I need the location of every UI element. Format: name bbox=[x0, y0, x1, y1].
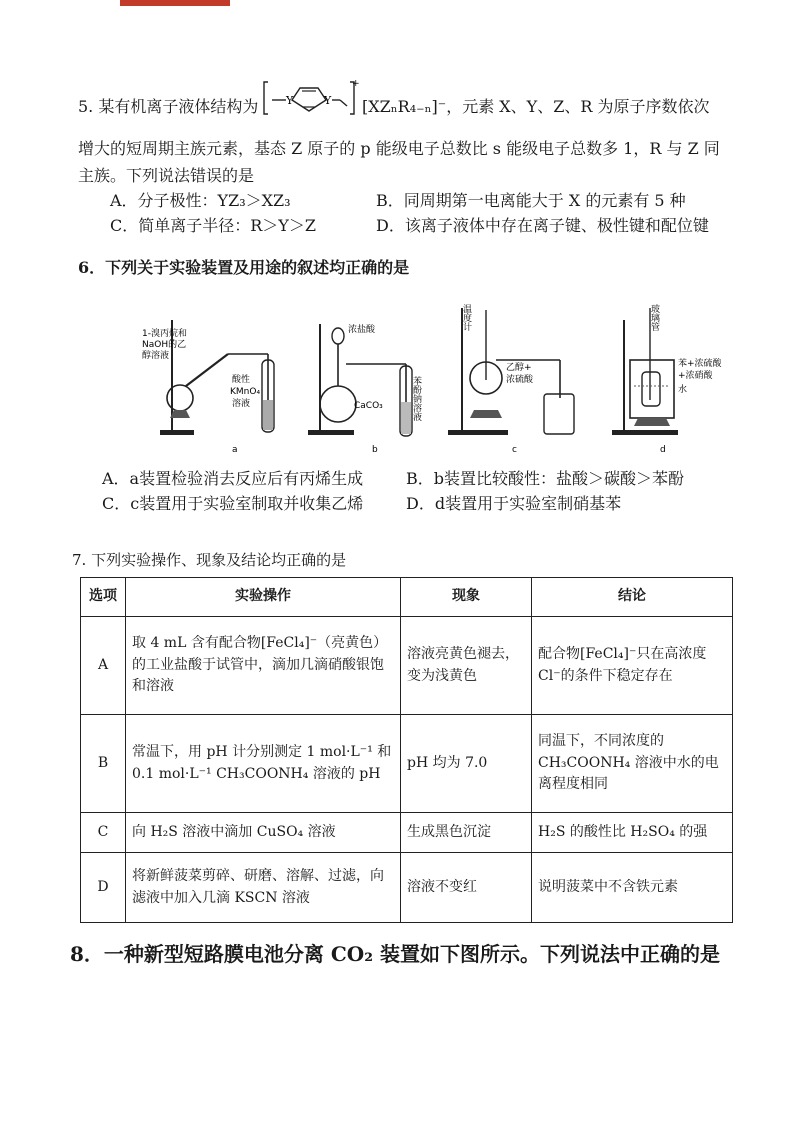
ion-charge: + bbox=[352, 79, 360, 89]
q6-stem: 6．下列关于实验装置及用途的叙述均正确的是 bbox=[78, 258, 410, 277]
q5-line3: 主族。下列说法错误的是 bbox=[78, 166, 255, 185]
label-b-caco3: CaCO₃ bbox=[354, 401, 383, 411]
row-b-phenomenon: pH 均为 7.0 bbox=[401, 715, 532, 813]
q7-header-operation: 实验操作 bbox=[126, 578, 401, 617]
label-d: d bbox=[660, 445, 666, 455]
q6-option-b: B．b装置比较酸性：盐酸＞碳酸＞苯酚 bbox=[406, 469, 685, 488]
row-c-phenomenon: 生成黑色沉淀 bbox=[401, 813, 532, 853]
label-d-tube: 玻璃管 bbox=[649, 304, 659, 331]
row-d-option: D bbox=[81, 853, 126, 923]
q7-header-row bbox=[81, 578, 733, 617]
q5-anion-text: [XZₙR₄₋ₙ]⁻，元素 X、Y、Z、R 为原子序数依次 bbox=[362, 97, 710, 116]
label-c-thermometer: 温度计 bbox=[461, 304, 471, 331]
label-b-acid: 浓盐酸 bbox=[348, 325, 376, 335]
label-d-mix-2: +浓硝酸 bbox=[678, 371, 713, 381]
label-d-water: 水 bbox=[678, 385, 688, 395]
q5-option-d: D．该离子液体中存在离子键、极性键和配位键 bbox=[376, 216, 709, 235]
row-b-option: B bbox=[81, 715, 126, 813]
ionic-liquid-cation-structure bbox=[262, 78, 360, 118]
q5-line1-prefix: 5. 某有机离子液体结构为 bbox=[78, 97, 259, 116]
table-row bbox=[81, 813, 733, 853]
apparatus-c bbox=[448, 304, 574, 455]
q6-option-a: A．a装置检验消去反应后有丙烯生成 bbox=[102, 469, 364, 488]
label-c: c bbox=[512, 445, 517, 455]
row-a-phenomenon: 溶液亮黄色褪去，变为浅黄色 bbox=[401, 617, 532, 715]
label-a-reagent-3: 醇溶液 bbox=[142, 351, 170, 361]
q7-header-conclusion: 结论 bbox=[532, 578, 733, 617]
q5-option-b: B．同周期第一电离能大于 X 的元素有 5 种 bbox=[376, 191, 686, 210]
apparatus-b bbox=[308, 323, 422, 455]
row-c-conclusion: H₂S 的酸性比 H₂SO₄ 的强 bbox=[532, 813, 733, 853]
q5-option-a: A．分子极性：YZ₃＞XZ₃ bbox=[110, 191, 291, 210]
label-a: a bbox=[232, 445, 238, 455]
row-d-phenomenon: 溶液不变红 bbox=[401, 853, 532, 923]
page-top-mark bbox=[120, 0, 230, 6]
apparatus-a bbox=[142, 320, 274, 455]
label-a-kmno4-3: 溶液 bbox=[232, 399, 251, 409]
table-row bbox=[81, 617, 733, 715]
q6-option-c: C．c装置用于实验室制取并收集乙烯 bbox=[102, 494, 364, 513]
label-a-reagent-2: NaOH的乙 bbox=[142, 340, 187, 350]
q7-stem: 7. 下列实验操作、现象及结论均正确的是 bbox=[72, 551, 347, 569]
row-a-conclusion: 配合物[FeCl₄]⁻只在高浓度 Cl⁻的条件下稳定存在 bbox=[532, 617, 733, 715]
row-d-operation: 将新鲜菠菜剪碎、研磨、溶解、过滤，向滤液中加入几滴 KSCN 溶液 bbox=[126, 853, 401, 923]
label-b: b bbox=[372, 445, 378, 455]
label-c-mix-1: 乙醇+ bbox=[506, 363, 532, 373]
q5-option-c: C．简单离子半径：R＞Y＞Z bbox=[110, 216, 316, 235]
label-a-reagent-1: 1-溴丙烷和 bbox=[142, 329, 187, 339]
label-a-kmno4-1: 酸性 bbox=[232, 375, 251, 385]
q6-option-d: D．d装置用于实验室制硝基苯 bbox=[406, 494, 622, 513]
row-b-conclusion: 同温下，不同浓度的 CH₃COONH₄ 溶液中水的电离程度相同 bbox=[532, 715, 733, 813]
row-d-conclusion: 说明菠菜中不含铁元素 bbox=[532, 853, 733, 923]
row-c-option: C bbox=[81, 813, 126, 853]
q7-header-option: 选项 bbox=[81, 578, 126, 617]
apparatus-d bbox=[612, 303, 723, 455]
q8-stem: 8．一种新型短路膜电池分离 CO₂ 装置如下图所示。下列说法中正确的是 bbox=[70, 942, 720, 966]
table-row bbox=[81, 853, 733, 923]
ion-y-right: Y bbox=[324, 94, 332, 107]
q7-header-phenomenon: 现象 bbox=[401, 578, 532, 617]
row-b-operation: 常温下，用 pH 计分别测定 1 mol·L⁻¹ 和 0.1 mol·L⁻¹ CH₃COONH₄ 溶液的 pH bbox=[126, 715, 401, 813]
table-row bbox=[81, 715, 733, 813]
label-b-phenol: 苯酚钠溶液 bbox=[411, 376, 421, 421]
q7-table bbox=[80, 577, 733, 923]
q5-line2: 增大的短周期主族元素，基态 Z 原子的 p 能级电子总数比 s 能级电子总数多 1，R 与 Z 同 bbox=[78, 139, 720, 158]
row-a-option: A bbox=[81, 617, 126, 715]
label-a-kmno4-2: KMnO₄ bbox=[230, 387, 261, 397]
label-c-mix-2: 浓硫酸 bbox=[506, 375, 534, 385]
apparatus-diagram bbox=[140, 290, 720, 460]
row-c-operation: 向 H₂S 溶液中滴加 CuSO₄ 溶液 bbox=[126, 813, 401, 853]
label-d-mix-1: 苯+浓硫酸 bbox=[678, 359, 722, 369]
row-a-operation: 取 4 mL 含有配合物[FeCl₄]⁻（亮黄色）的工业盐酸于试管中，滴加几滴硝酸银饱和溶液 bbox=[126, 617, 401, 715]
ion-y-left: Y bbox=[286, 94, 294, 107]
